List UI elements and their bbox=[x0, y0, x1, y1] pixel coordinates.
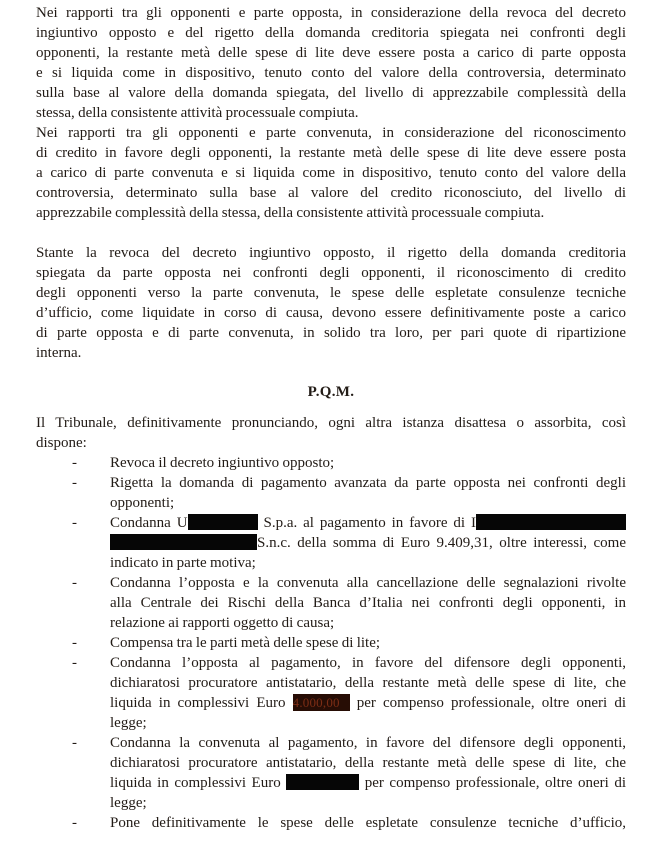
text-line: di parte opposta e di parte convenuta, in solido tra loro, per pari quote di ripartizione bbox=[36, 325, 626, 341]
list-dash: - bbox=[72, 575, 77, 591]
text-line: dichiaratosi procuratore antistatario, della restante metà delle spese di lite, che bbox=[110, 675, 626, 691]
text-line: relazione ai rapporti oggetto di causa; bbox=[110, 615, 335, 631]
item-condanna-convenuta-compenso bbox=[36, 733, 626, 813]
text-line: spiegata da parte opposta nei confronti degli opponenti, il riconoscimento di credito bbox=[36, 265, 626, 281]
text-line: controversia, determinato sulla base al valore del credito riconosciuto, del livello di bbox=[36, 185, 626, 201]
text-line: degli opponenti verso la parte convenuta, le spese delle espletate consulenze tecniche bbox=[36, 285, 626, 301]
text-line: alla Centrale dei Rischi della Banca d’Italia nei confronti degli opponenti, in bbox=[110, 595, 626, 611]
text-line: Rigetta la domanda di pagamento avanzata da parte opposta nei confronti degli bbox=[110, 475, 626, 491]
text-line: e si liquida come in dispositivo, tenuto conto del valore della controversia, determinato bbox=[36, 65, 626, 81]
list-dash: - bbox=[72, 475, 77, 491]
text-line: dispone: bbox=[36, 435, 87, 451]
text-line: indicato in parte motiva; bbox=[110, 555, 256, 571]
list-dash: - bbox=[72, 815, 77, 831]
text-line: Condanna U S.p.a. al pagamento in favore di I bbox=[110, 513, 626, 533]
text-line: Condanna la convenuta al pagamento, in favore del difensore degli opponenti, bbox=[110, 735, 626, 751]
redaction-black bbox=[286, 774, 359, 790]
pqm-heading: P.Q.M. bbox=[307, 384, 355, 400]
blank-line bbox=[36, 223, 626, 243]
text-line: interna. bbox=[36, 345, 82, 361]
redaction-black bbox=[476, 514, 626, 530]
item-condanna-opposta-compenso bbox=[36, 653, 626, 733]
redaction-black bbox=[110, 534, 257, 550]
item-rigetta-domanda bbox=[36, 473, 626, 513]
item-compensa-spese bbox=[36, 633, 626, 653]
dispositivo-list bbox=[36, 453, 626, 833]
text-line: liquida in complessivi Euro per compenso professionale, oltre oneri di bbox=[110, 775, 626, 791]
text-line: opponenti; bbox=[110, 495, 175, 511]
paragraph-spese-ctu-in-solido bbox=[36, 243, 626, 363]
text-line: opponenti, la restante metà delle spese di lite deve essere posta a carico di parte opposta bbox=[36, 45, 626, 61]
text-line: Pone definitivamente le spese delle espletate consulenze tecniche d’ufficio, bbox=[110, 815, 626, 831]
redaction-amount: 4.000,00 bbox=[293, 694, 350, 711]
text-line: Revoca il decreto ingiuntivo opposto; bbox=[110, 455, 335, 471]
paragraph-tribunale-dispone bbox=[36, 413, 626, 453]
text-line: d’ufficio, come liquidate in corso di causa, devono essere definitivamente poste a carico bbox=[36, 305, 626, 321]
text-line: di credito in favore degli opponenti, la restante metà delle spese di lite deve essere posta bbox=[36, 145, 626, 161]
text-line: apprezzabile complessità della stessa, della consistente attività processuale compiuta. bbox=[36, 205, 545, 221]
text-line: liquida in complessivi Euro 4.000,00 per compenso professionale, oltre oneri di bbox=[110, 695, 627, 711]
text-line: ingiuntivo opposto e del rigetto della domanda creditoria spiegata nei confronti degli bbox=[36, 25, 626, 41]
list-dash: - bbox=[72, 735, 77, 751]
list-dash: - bbox=[72, 635, 77, 651]
item-condanna-pagamento-somma bbox=[36, 513, 626, 573]
text-line: Nei rapporti tra gli opponenti e parte opposta, in considerazione della revoca del decreto bbox=[36, 5, 626, 21]
item-revoca-decreto bbox=[36, 453, 626, 473]
text-line: legge; bbox=[110, 715, 147, 731]
item-pone-spese-ctu bbox=[36, 813, 626, 833]
text-line: sulla base al valore della domanda spiegata, del livello di apprezzabile complessità della bbox=[36, 85, 626, 101]
text-line: Il Tribunale, definitivamente pronunciando, ogni altra istanza disattesa o assorbita, così bbox=[36, 415, 626, 431]
text-line: a carico di parte convenuta e si liquida come in dispositivo, tenuto conto del valore della bbox=[36, 165, 626, 181]
document-body bbox=[36, 3, 626, 833]
paragraph-spese-parte-convenuta bbox=[36, 123, 626, 223]
text-line: Condanna l’opposta al pagamento, in favore del difensore degli opponenti, bbox=[110, 655, 626, 671]
text-line: legge; bbox=[110, 795, 147, 811]
item-cancellazione-segnalazioni bbox=[36, 573, 626, 633]
text-line: Stante la revoca del decreto ingiuntivo opposto, il rigetto della domanda creditoria bbox=[36, 245, 626, 261]
text-line: stessa, della consistente attività processuale compiuta. bbox=[36, 105, 359, 121]
text-line: Compensa tra le parti metà delle spese di lite; bbox=[110, 635, 381, 651]
redaction-black bbox=[188, 514, 258, 530]
list-dash: - bbox=[72, 655, 77, 671]
list-dash: - bbox=[72, 515, 77, 531]
text-line: S.n.c. della somma di Euro 9.409,31, oltre interessi, come bbox=[110, 533, 626, 553]
text-line: Nei rapporti tra gli opponenti e parte convenuta, in considerazione del riconoscimento bbox=[36, 125, 626, 141]
text-line: Condanna l’opposta e la convenuta alla cancellazione delle segnalazioni rivolte bbox=[110, 575, 626, 591]
paragraph-spese-parte-opposta bbox=[36, 3, 626, 123]
list-dash: - bbox=[72, 455, 77, 471]
text-line: dichiaratosi procuratore antistatario, della restante metà delle spese di lite, che bbox=[110, 755, 626, 771]
